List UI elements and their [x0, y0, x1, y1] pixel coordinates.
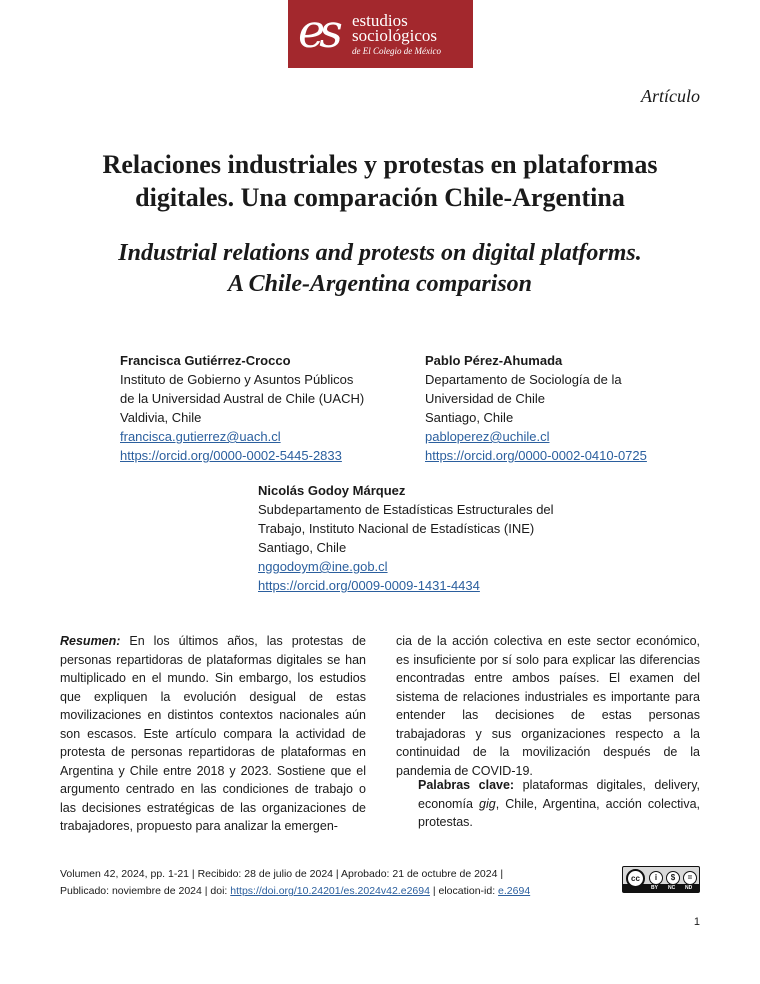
author-affiliation: Subdepartamento de Estadísticas Estructurales del [258, 502, 554, 517]
footer-elocation-label: | elocation-id: [429, 885, 499, 897]
footer-line-1: Volumen 42, 2024, pp. 1-21 | Recibido: 28 de julio de 2024 | Aprobado: 21 de octubre de 2024 | [60, 868, 504, 880]
author-location: Santiago, Chile [425, 410, 514, 425]
article-title [60, 148, 700, 214]
author-name: Pablo Pérez-Ahumada [425, 353, 563, 368]
author-name: Nicolás Godoy Márquez [258, 483, 406, 498]
keywords-text: plataformas digitales, delivery, economía [418, 778, 700, 811]
cc-license-icon[interactable] [622, 866, 700, 893]
keywords-text-end: , Chile, Argentina, acción colectiva, protestas. [418, 796, 700, 829]
abstract-text-continued: cia de la acción colectiva en este sector económico, es insuficiente por sí solo para explicar las diferencias encontradas entre ambos países. El examen del sistema de relaciones industriales es importante para entender las decisiones de estas personas trabajadoras y sus organizaciones respecto a la continuidad de la movilización después de la pandemia de COVID-19. [396, 634, 700, 778]
author-affiliation: Trabajo, Instituto Nacional de Estadísticas (INE) [258, 521, 535, 536]
page-number: 1 [693, 916, 700, 928]
logo-line-3: de El Colegio de México [352, 46, 441, 56]
logo-line-1: estudios [352, 11, 408, 30]
logo-line-2: sociológicos [352, 26, 437, 45]
author-email-link[interactable]: francisca.gutierrez@uach.cl [120, 429, 281, 444]
english-title-line-2: A Chile-Argentina comparison [227, 271, 533, 297]
author-location: Santiago, Chile [258, 540, 347, 555]
author-location: Valdivia, Chile [120, 410, 202, 425]
cc-badge: cc [626, 869, 645, 888]
license-caption: ND [685, 885, 693, 891]
author-name: Francisca Gutiérrez-Crocco [120, 353, 291, 368]
keywords-label: Palabras clave: [418, 778, 515, 792]
journal-logo [288, 0, 473, 68]
title-line-2: digitales. Una comparación Chile-Argentina [135, 183, 625, 212]
author-affiliation: Departamento de Sociología de la [425, 372, 622, 387]
license-caption: NC [668, 885, 676, 891]
author-orcid-link[interactable]: https://orcid.org/0009-0009-1431-4434 [258, 578, 480, 593]
author-affiliation: Universidad de Chile [425, 391, 545, 406]
logo-mark: es [298, 4, 337, 58]
title-line-1: Relaciones industriales y protestas en plataformas [102, 150, 658, 179]
noderivatives-icon: = [683, 871, 697, 885]
abstract-column-2 [396, 632, 700, 780]
noncommercial-icon: $ [666, 871, 680, 885]
author-email-link[interactable]: nggodoym@ine.gob.cl [258, 559, 388, 574]
author-orcid-link[interactable]: https://orcid.org/0000-0002-0410-0725 [425, 448, 647, 463]
publication-footer [60, 866, 530, 900]
author-affiliation: de la Universidad Austral de Chile (UACH) [120, 391, 365, 406]
footer-line-2 [60, 883, 530, 900]
license-caption: BY [651, 885, 658, 891]
author-block-2 [425, 351, 647, 465]
article-title-english [60, 238, 700, 300]
abstract-column-1 [60, 632, 366, 836]
doi-link[interactable]: https://doi.org/10.24201/es.2024v42.e2694 [230, 885, 430, 897]
author-email-link[interactable]: pabloperez@uchile.cl [425, 429, 550, 444]
abstract-label: Resumen: [60, 634, 121, 648]
keywords-italic: gig [479, 796, 496, 811]
keywords [418, 776, 700, 832]
elocation-link[interactable]: e.2694 [498, 885, 531, 897]
abstract-text: En los últimos años, las protestas de personas repartidoras de plataformas digitales se han multiplicado en el mundo. Sin embargo, los estudios que expliquen la evolución desigual de estas movilizaciones en distintos contextos nacionales aún son escasos. Este artículo compara la actividad de protesta de personas repartidoras de plataformas en Argentina y Chile entre 2018 y 2023. Sostiene que el argumento centrado en las condiciones de trabajo o las decisiones estratégicas de las organizaciones de trabajadores, propuesto para analizar la emergen- [60, 634, 366, 833]
english-title-line-1: Industrial relations and protests on digital platforms. [118, 240, 642, 266]
section-label: Artículo [641, 86, 700, 106]
author-orcid-link[interactable]: https://orcid.org/0000-0002-5445-2833 [120, 448, 342, 463]
author-affiliation: Instituto de Gobierno y Asuntos Públicos [120, 372, 354, 387]
author-block-1 [120, 351, 364, 465]
attribution-icon: i [649, 871, 663, 885]
author-block-3 [258, 481, 554, 595]
footer-published: Publicado: noviembre de 2024 | doi: [60, 885, 231, 897]
